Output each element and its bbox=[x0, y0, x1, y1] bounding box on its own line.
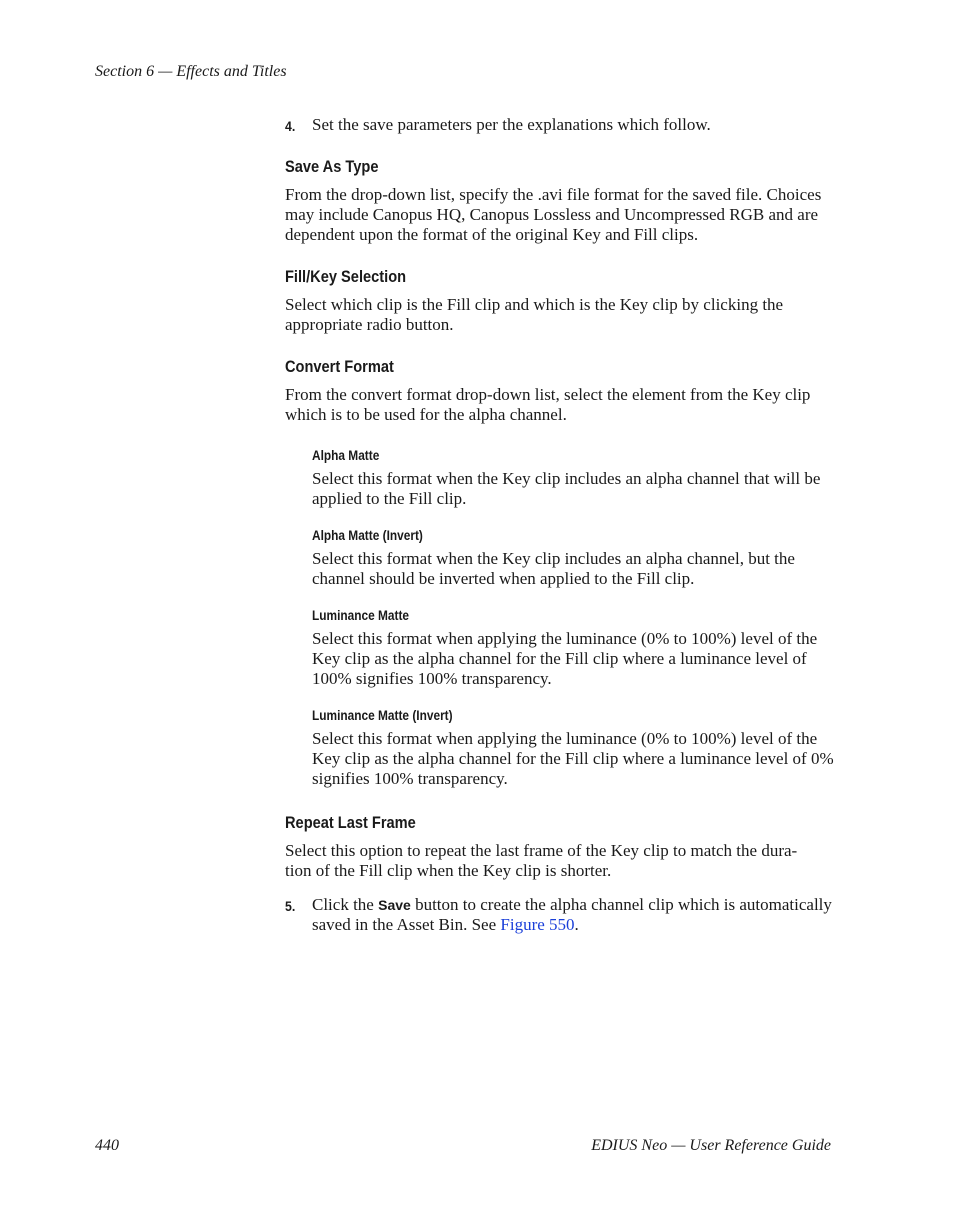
heading-alpha-matte: Alpha Matte bbox=[312, 448, 380, 463]
paragraph-save-as-type: From the drop-down list, specify the .avi file format for the saved file. Choices may include Canopus HQ, Canopus Lossless and Uncompressed RGB and are dependent upon the format of the original Key and Fill clips. bbox=[285, 185, 822, 244]
heading-alpha-matte-invert: Alpha Matte (Invert) bbox=[312, 528, 423, 543]
paragraph-luminance-matte: Select this format when applying the luminance (0% to 100%) level of the Key clip as the alpha channel for the Fill clip where a luminance level of 100% signifies 100% transparency. bbox=[312, 629, 818, 688]
step-4 bbox=[285, 115, 835, 135]
save-ui-label: Save bbox=[378, 897, 411, 913]
paragraph-repeat-last-frame bbox=[285, 841, 835, 881]
paragraph-alpha-matte-invert: Select this format when the Key clip includes an alpha channel, but the channel should be inverted when applied to the Fill clip. bbox=[312, 549, 795, 588]
page-number: 440 bbox=[95, 1137, 119, 1154]
paragraph-fill-key-selection: Select which clip is the Fill clip and which is the Key clip by clicking the appropriate radio button. bbox=[285, 295, 784, 334]
heading-save-as-type: Save As Type bbox=[285, 157, 379, 176]
heading-repeat-last-frame: Repeat Last Frame bbox=[285, 813, 416, 832]
heading-luminance-matte-invert: Luminance Matte (Invert) bbox=[312, 708, 453, 723]
paragraph-luminance-matte-invert: Select this format when applying the luminance (0% to 100%) level of the Key clip as the alpha channel for the Fill clip where a luminance level of 0% signifies 100% transparency. bbox=[312, 729, 834, 788]
heading-luminance-matte: Luminance Matte bbox=[312, 608, 410, 623]
step-5 bbox=[285, 895, 835, 935]
heading-convert-format: Convert Format bbox=[285, 357, 394, 376]
paragraph-alpha-matte: Select this format when the Key clip includes an alpha channel that will be applied to the Fill clip. bbox=[312, 469, 821, 508]
figure-550-link[interactable]: Figure 550 bbox=[500, 915, 575, 934]
step-text-middle: button to create the alpha channel clip which is automatically saved in the Asset Bin. See bbox=[312, 895, 832, 934]
repeat-line-1: Select this option to repeat the last frame of the Key clip to match the dura- bbox=[285, 841, 798, 860]
step-text-before: Click the bbox=[312, 895, 379, 914]
repeat-line-2: tion of the Fill clip when the Key clip is shorter. bbox=[285, 861, 612, 880]
paragraph-convert-format: From the convert format drop-down list, select the element from the Key clip which is to be used for the alpha channel. bbox=[285, 385, 811, 424]
step-text-after: . bbox=[574, 915, 579, 934]
step-number: 4. bbox=[285, 118, 296, 134]
step-text: Set the save parameters per the explanations which follow. bbox=[312, 115, 711, 134]
heading-fill-key-selection: Fill/Key Selection bbox=[285, 267, 407, 286]
convert-format-options bbox=[285, 448, 835, 789]
guide-title: EDIUS Neo — User Reference Guide bbox=[591, 1137, 831, 1154]
page-content bbox=[285, 115, 835, 935]
running-header: Section 6 — Effects and Titles bbox=[95, 63, 287, 80]
step-number: 5. bbox=[285, 898, 296, 914]
